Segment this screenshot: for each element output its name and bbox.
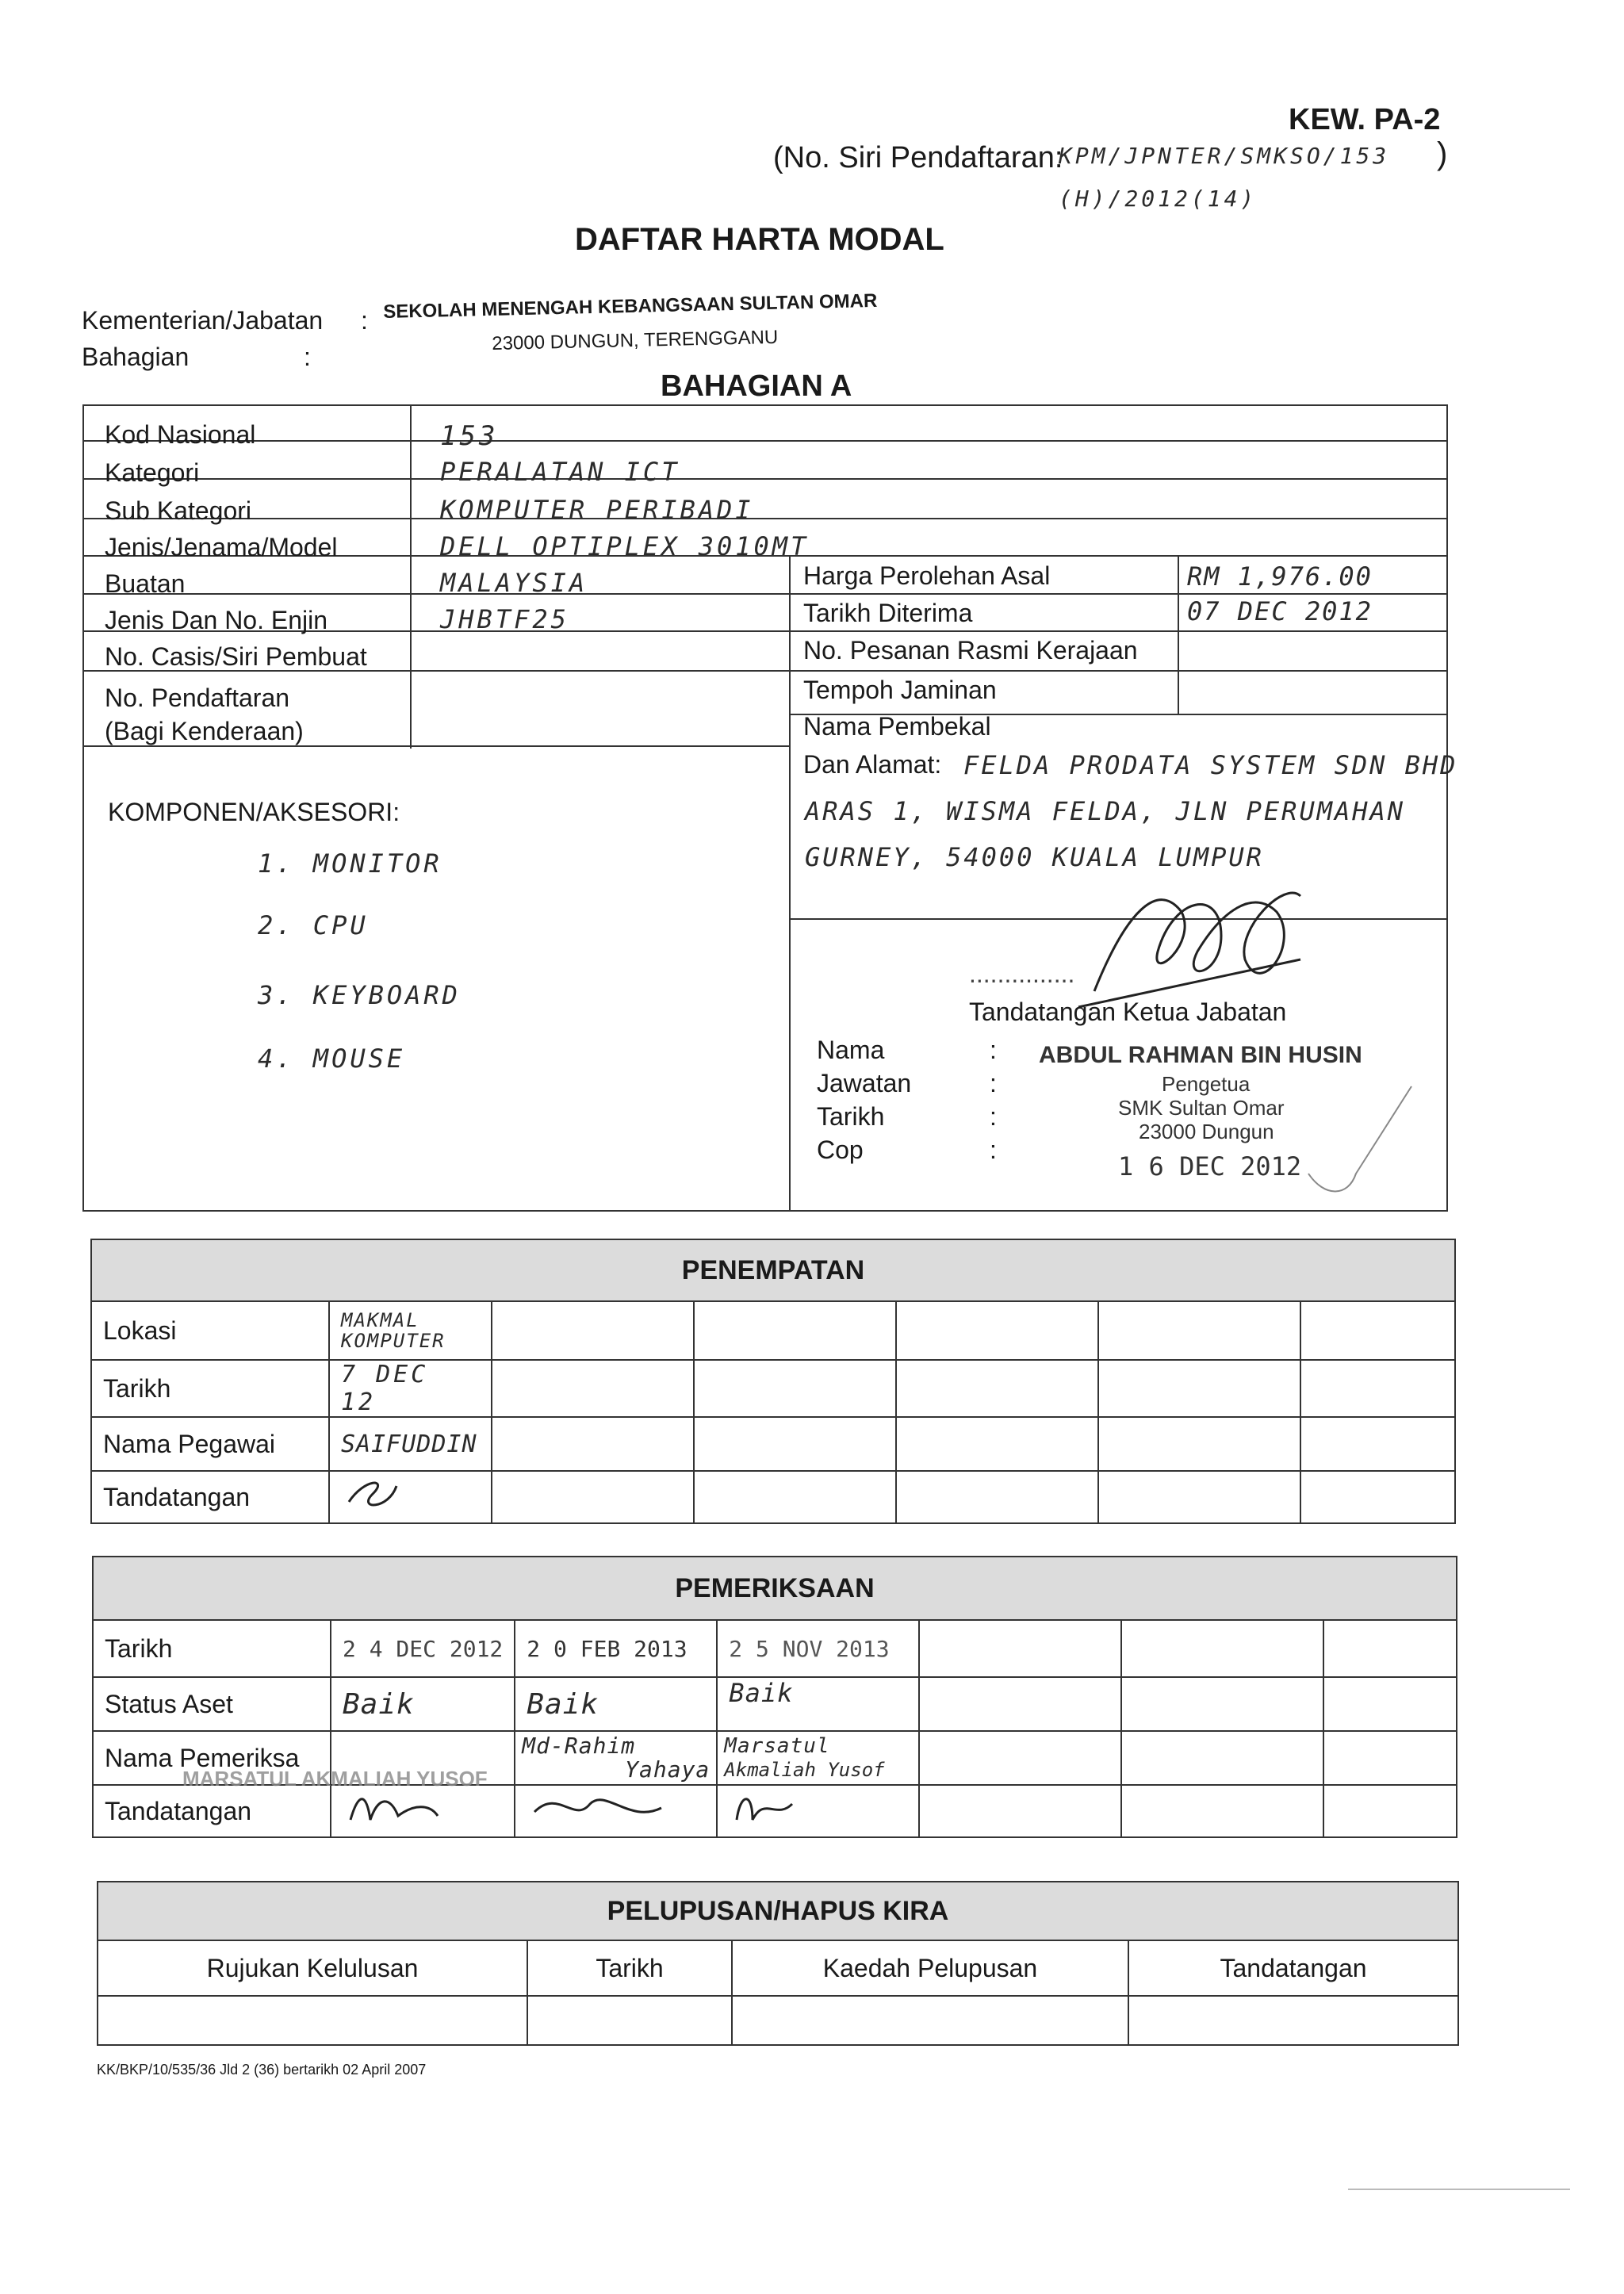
pemeriksaan-label-nama: Nama Pemeriksa: [93, 1731, 331, 1785]
component-item: 1. MONITOR: [258, 848, 442, 879]
bahagian-label: Bahagian: [82, 343, 190, 371]
officer-date-stamp: 1 6 DEC 2012: [1118, 1151, 1302, 1181]
pemeriksa-2-line1: Md-Rahim: [522, 1733, 636, 1759]
components-label: KOMPONEN/AKSESORI:: [108, 798, 400, 826]
form-code: KEW. PA-2: [1289, 103, 1441, 136]
signature-mark: [341, 1474, 404, 1514]
value-tarikh-diterima: 07 DEC 2012: [1187, 596, 1373, 626]
sign-label: Tandatangan Ketua Jabatan: [969, 998, 1287, 1026]
pemeriksaan-tarikh-2: 2 0 FEB 2013: [515, 1620, 717, 1677]
checkmark-icon: [1300, 1078, 1419, 1205]
siri-value-line1: KPM/JPNTER/SMKSO/153: [1059, 143, 1390, 169]
label-jenis-model: Jenis/Jenama/Model: [105, 533, 338, 561]
label-harga: Harga Perolehan Asal: [803, 561, 1051, 590]
label-bagi-kenderaan: (Bagi Kenderaan): [105, 717, 304, 745]
ministry-label: Kementerian/Jabatan: [82, 306, 324, 335]
divider: [1178, 555, 1179, 714]
officer-position-stamp: Pengetua: [1162, 1072, 1251, 1096]
pemeriksaan-label-status: Status Aset: [93, 1677, 331, 1731]
signature-mark: [527, 1788, 677, 1828]
label-buatan: Buatan: [105, 569, 186, 598]
penempatan-label-tarikh: Tarikh: [91, 1360, 329, 1417]
footer-reference: KK/BKP/10/535/36 Jld 2 (36) bertarikh 02 April 2007: [97, 2062, 427, 2078]
penempatan-label-tandatangan: Tandatangan: [91, 1471, 329, 1523]
officer-cop-label: Cop: [817, 1136, 864, 1164]
value-harga: RM 1,976.00: [1187, 561, 1373, 592]
officer-nama-label: Nama: [817, 1036, 885, 1064]
officer-school-stamp: SMK Sultan Omar: [1118, 1096, 1285, 1120]
bahagian-colon: :: [304, 343, 311, 371]
pemeriksaan-label-tandatangan: Tandatangan: [93, 1785, 331, 1837]
component-item: 3. KEYBOARD: [258, 980, 461, 1010]
pemeriksaan-title: PEMERIKSAAN: [93, 1557, 1457, 1620]
siri-close: ): [1437, 136, 1448, 171]
label-kategori: Kategori: [105, 458, 200, 487]
pelupusan-table: [97, 1881, 1459, 2046]
supplier-line3: GURNEY, 54000 KUALA LUMPUR: [805, 842, 1264, 872]
penempatan-tarikh: 7 DEC 12: [329, 1360, 492, 1417]
pelupusan-cell: [1128, 1996, 1458, 2045]
pelupusan-header-tandatangan: Tandatangan: [1128, 1940, 1458, 1996]
row-line: [82, 440, 1448, 442]
value-kategori: PERALATAN ICT: [440, 457, 680, 487]
label-sub-kategori: Sub Kategori: [105, 496, 252, 525]
ministry-colon: :: [361, 306, 368, 335]
pemeriksaan-label-tarikh: Tarikh: [93, 1620, 331, 1677]
label-jaminan: Tempoh Jaminan: [803, 676, 997, 704]
colon: :: [990, 1102, 997, 1131]
value-kod-nasional: 153: [440, 420, 499, 452]
lokasi-line2: KOMPUTER: [341, 1330, 446, 1352]
penempatan-label-lokasi: Lokasi: [91, 1301, 329, 1360]
pelupusan-header-kaedah: Kaedah Pelupusan: [732, 1940, 1128, 1996]
signature-mark: [343, 1788, 454, 1828]
label-casis: No. Casis/Siri Pembuat: [105, 642, 367, 671]
officer-tarikh-label: Tarikh: [817, 1102, 885, 1131]
siri-value-line2: (H)/2012(14): [1059, 186, 1258, 212]
penempatan-label-nama: Nama Pegawai: [91, 1417, 329, 1471]
component-item: 4. MOUSE: [258, 1044, 406, 1074]
pelupusan-cell: [732, 1996, 1128, 2045]
value-sub-kategori: KOMPUTER PERIBADI: [440, 495, 754, 525]
supplier-line2: ARAS 1, WISMA FELDA, JLN PERUMAHAN: [805, 796, 1406, 826]
signature-cell-1: [331, 1785, 515, 1837]
section-a-title: BAHAGIAN A: [661, 370, 852, 403]
pemeriksa-3-line2: Akmaliah Yusof: [724, 1759, 885, 1781]
pelupusan-header-tarikh: Tarikh: [527, 1940, 732, 1996]
status-3: Baik: [717, 1677, 919, 1731]
label-kod-nasional: Kod Nasional: [105, 420, 256, 449]
colon: :: [990, 1136, 997, 1164]
label-no-pendaftaran: No. Pendaftaran: [105, 684, 290, 712]
sign-dots: ...............: [969, 959, 1075, 988]
colon: :: [990, 1069, 997, 1097]
page-title: DAFTAR HARTA MODAL: [575, 222, 944, 257]
row-line: [82, 518, 1448, 519]
officer-jawatan-label: Jawatan: [817, 1069, 912, 1097]
pemeriksaan-table: [92, 1556, 1457, 1838]
penempatan-nama: SAIFUDDIN: [329, 1417, 492, 1471]
label-enjin: Jenis Dan No. Enjin: [105, 606, 328, 634]
pemeriksa-2: [515, 1731, 717, 1785]
value-buatan: MALAYSIA: [440, 568, 588, 598]
pelupusan-cell: [98, 1996, 527, 2045]
label-dan-alamat: Dan Alamat:: [803, 750, 942, 779]
penempatan-lokasi-cell: [329, 1301, 492, 1360]
siri-label: (No. Siri Pendaftaran:: [773, 141, 1063, 174]
pemeriksa-stamp: MARSATUL AKMALIAH YUSOF: [182, 1767, 488, 1790]
pemeriksa-2-line2: Yahaya: [625, 1756, 710, 1783]
signature-cell-3: [717, 1785, 919, 1837]
pelupusan-cell: [527, 1996, 732, 2045]
value-enjin: JHBTF25: [440, 604, 569, 634]
ministry-address: 23000 DUNGUN, TERENGGANU: [492, 326, 779, 354]
divider: [410, 404, 412, 749]
component-item: 2. CPU: [258, 910, 369, 940]
row-line: [82, 593, 1448, 595]
officer-town-stamp: 23000 Dungun: [1139, 1120, 1274, 1143]
pelupusan-title: PELUPUSAN/HAPUS KIRA: [98, 1882, 1458, 1940]
row-line: [82, 478, 1448, 480]
divider: [1348, 2189, 1570, 2190]
divider: [789, 555, 791, 1212]
pelupusan-header-rujukan: Rujukan Kelulusan: [98, 1940, 527, 1996]
label-pesanan: No. Pesanan Rasmi Kerajaan: [803, 636, 1138, 664]
penempatan-signature-cell: [329, 1471, 492, 1523]
colon: :: [990, 1036, 997, 1064]
ministry-name: SEKOLAH MENENGAH KEBANGSAAN SULTAN OMAR: [383, 289, 878, 323]
lokasi-line1: MAKMAL: [341, 1309, 419, 1331]
pemeriksa-3: [717, 1731, 919, 1785]
label-tarikh-diterima: Tarikh Diterima: [803, 599, 973, 627]
officer-name-stamp: ABDUL RAHMAN BIN HUSIN: [1039, 1042, 1362, 1068]
status-2: Baik: [515, 1677, 717, 1731]
signature-mark: [729, 1788, 824, 1828]
signature-cell-2: [515, 1785, 717, 1837]
pemeriksa-3-line1: Marsatul: [724, 1734, 830, 1758]
pemeriksaan-tarikh-3: 2 5 NOV 2013: [717, 1620, 919, 1677]
value-jenis-model: DELL OPTIPLEX 3010MT: [440, 531, 810, 561]
label-nama-pembekal: Nama Pembekal: [803, 712, 991, 741]
penempatan-title: PENEMPATAN: [91, 1239, 1455, 1301]
pemeriksaan-tarikh-1: 2 4 DEC 2012: [331, 1620, 515, 1677]
status-1: Baik: [331, 1677, 515, 1731]
supplier-line1: FELDA PRODATA SYSTEM SDN BHD: [963, 750, 1458, 780]
penempatan-table: [90, 1239, 1456, 1524]
